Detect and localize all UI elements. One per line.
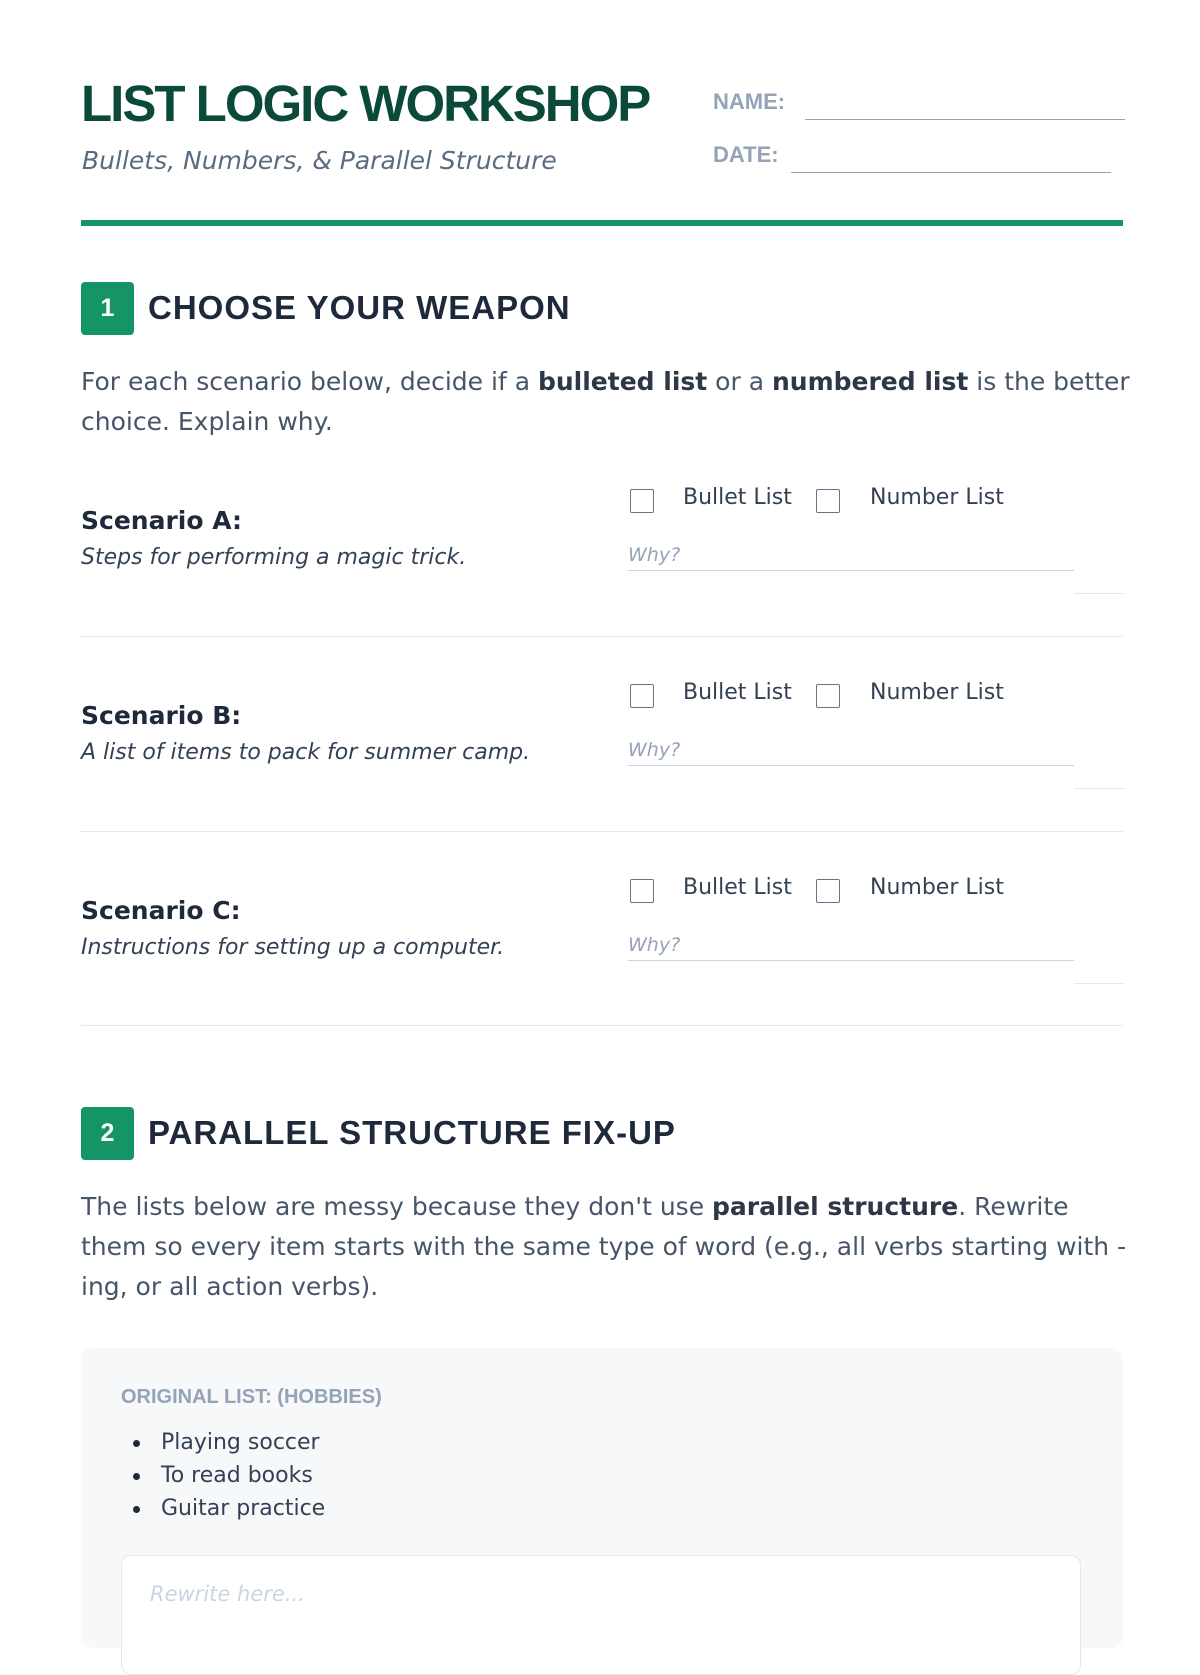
original-list-panel — [81, 1348, 1123, 1648]
scenario-title: Scenario C: — [81, 896, 241, 925]
divider — [1074, 593, 1124, 594]
section-instructions: The lists below are messy because they don't use parallel structure. Rewrite them so every item starts with the same type of word (e.g., all verbs starting with -ing, or all action verbs). — [81, 1192, 1127, 1301]
original-list-label: ORIGINAL LIST: (HOBBIES) — [121, 1386, 382, 1408]
bullet-list-checkbox[interactable] — [630, 684, 654, 708]
emphasis-text: parallel structure — [712, 1192, 959, 1221]
number-list-label: Number List — [870, 680, 1004, 705]
header-divider — [81, 220, 1123, 226]
divider — [81, 636, 1123, 637]
bullet-list-label: Bullet List — [683, 680, 792, 705]
section-title: PARALLEL STRUCTURE FIX-UP — [148, 1114, 676, 1151]
section-instructions: For each scenario below, decide if a bulleted list or a numbered list is the better choice. Explain why. — [81, 367, 1130, 436]
date-label: DATE: — [713, 142, 779, 167]
why-input[interactable] — [628, 540, 1074, 571]
bullet-list-checkbox[interactable] — [630, 489, 654, 513]
list-item: Guitar practice — [121, 1492, 325, 1525]
scenario-title: Scenario A: — [81, 506, 243, 535]
scenario-description: Steps for performing a magic trick. — [81, 545, 467, 570]
number-list-label: Number List — [870, 485, 1004, 510]
section-number-badge: 1 — [81, 282, 134, 335]
emphasis-text: numbered list — [771, 367, 969, 396]
bullet-list-label: Bullet List — [683, 485, 792, 510]
bullet-list-label: Bullet List — [683, 875, 792, 900]
bullet-list-checkbox[interactable] — [630, 879, 654, 903]
divider — [81, 831, 1123, 832]
number-list-checkbox[interactable] — [816, 879, 840, 903]
list-item: To read books — [121, 1459, 325, 1492]
number-list-checkbox[interactable] — [816, 489, 840, 513]
worksheet-title: LIST LOGIC WORKSHOP — [81, 75, 650, 132]
divider — [81, 1025, 1123, 1026]
name-label: NAME: — [713, 89, 786, 114]
list-item: Playing soccer — [121, 1426, 325, 1459]
divider — [1074, 983, 1124, 984]
number-list-label: Number List — [870, 875, 1004, 900]
original-list — [121, 1426, 325, 1525]
emphasis-text: bulleted list — [537, 367, 708, 396]
worksheet-subtitle: Bullets, Numbers, & Parallel Structure — [82, 146, 557, 175]
scenario-description: Instructions for setting up a computer. — [81, 935, 505, 960]
date-field[interactable] — [791, 172, 1111, 173]
name-field[interactable] — [805, 119, 1125, 120]
scenario-title: Scenario B: — [81, 701, 242, 730]
divider — [1074, 788, 1124, 789]
section-title: CHOOSE YOUR WEAPON — [148, 289, 571, 326]
number-list-checkbox[interactable] — [816, 684, 840, 708]
rewrite-input[interactable] — [121, 1555, 1081, 1675]
scenario-description: A list of items to pack for summer camp. — [81, 740, 531, 765]
why-input[interactable] — [628, 735, 1074, 766]
section-number-badge: 2 — [81, 1107, 134, 1160]
why-input[interactable] — [628, 930, 1074, 961]
